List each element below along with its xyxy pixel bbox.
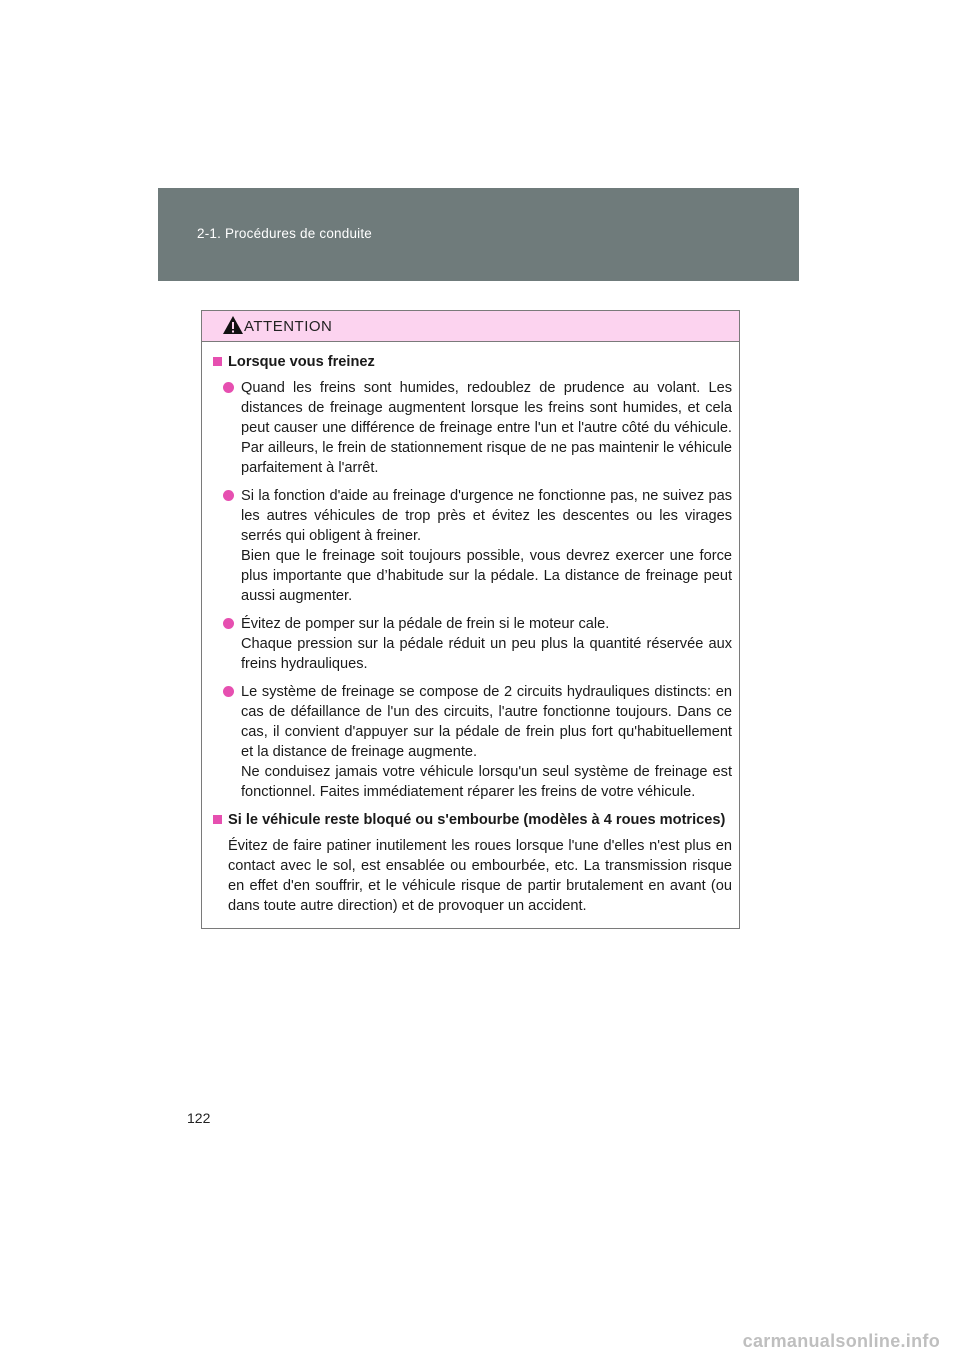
- page-number: 122: [187, 1110, 211, 1126]
- square-bullet-icon: [213, 357, 222, 366]
- dot-bullet-icon: [223, 618, 234, 629]
- item-paragraph: Évitez de pomper sur la pédale de frein si le moteur cale.: [241, 616, 610, 632]
- item-paragraph: Si la fonction d'aide au freinage d'urgence ne fonctionne pas, ne suivez pas les autres véhicules de trop près et évitez les descentes ou les virages serrés qui obligent à freiner.: [241, 488, 732, 544]
- section-paragraph: Évitez de faire patiner inutilement les roues lorsque l'une d'elles n'est plus en contact avec le sol, est ensablée ou embourbée, etc. La transmission risque en effet d'en souffrir, et le véhicule risque de partir brutalement en avant (ou dans toute autre direction) et de provoquer un accident.: [228, 838, 732, 914]
- watermark: carmanualsonline.info: [742, 1331, 940, 1351]
- list-item: [212, 486, 732, 606]
- item-paragraph: Le système de freinage se compose de 2 circuits hydrauliques distincts: en cas de défaillance de l'un des circuits, l'autre fonctionne toujours. Dans ce cas, il convient d'appuyer sur la pédale de frein plus fort qu'habituellement et la distance de freinage augmente.: [241, 684, 732, 760]
- list-item: [212, 614, 732, 674]
- list-item: [212, 682, 732, 802]
- warning-header: [202, 311, 739, 342]
- item-paragraph: Quand les freins sont humides, redoublez de prudence au volant. Les distances de freinage augmentent lorsque les freins sont humides, et cela peut causer une différence de freinage entre l'un et l'autre côté du véhicule. Par ailleurs, le frein de stationnement risque de ne pas maintenir le véhicule parfaitement à l'arrêt.: [241, 380, 732, 476]
- dot-bullet-icon: [223, 490, 234, 501]
- warning-box: [201, 310, 740, 929]
- section-title: 2-1. Procédures de conduite: [197, 226, 373, 241]
- item-paragraph: Ne conduisez jamais votre véhicule lorsqu'un seul système de freinage est fonctionnel. Faites immédiatement réparer les freins de votre véhicule.: [241, 764, 732, 800]
- section-heading-stuck-vehicle: Si le véhicule reste bloqué ou s'embourbe (modèles à 4 roues motrices): [212, 810, 732, 830]
- square-bullet-icon: [213, 815, 222, 824]
- warning-body: [202, 342, 739, 916]
- section-heading-braking: Lorsque vous freinez: [212, 352, 732, 372]
- warning-title: ATTENTION: [244, 318, 333, 335]
- item-paragraph: Chaque pression sur la pédale réduit un peu plus la quantité réservée aux freins hydrauliques.: [241, 636, 732, 672]
- item-paragraph: Bien que le freinage soit toujours possible, vous devrez exercer une force plus importante que d’habitude sur la pédale. La distance de freinage peut aussi augmenter.: [241, 548, 732, 604]
- list-item: [212, 378, 732, 478]
- dot-bullet-icon: [223, 382, 234, 393]
- warning-triangle-icon: [222, 315, 244, 335]
- dot-bullet-icon: [223, 686, 234, 697]
- section-header-band: [158, 188, 799, 281]
